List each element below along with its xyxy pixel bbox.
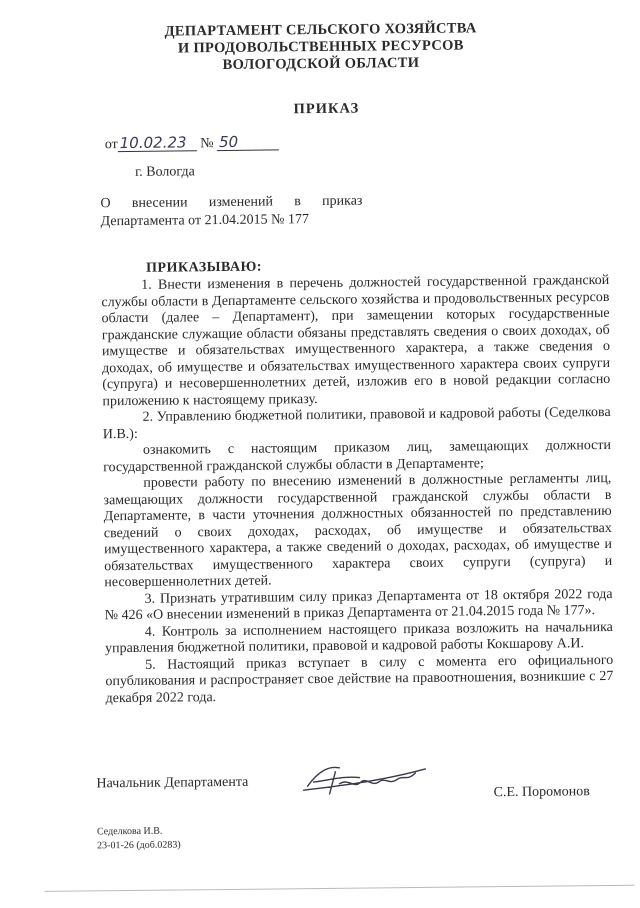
signatory-name: С.Е. Поромонов [493, 784, 590, 801]
paragraph-2-item-1: ознакомить с настоящим приказом лиц, замещающих должности государственной гражданской службы области в Департаменте; [103, 437, 612, 475]
date-prefix: от [104, 137, 118, 153]
order-number-line [105, 133, 279, 153]
executor-phone: 23-01-26 (доб.0283) [97, 839, 181, 852]
paragraph-5: 5. Настоящий приказ вступает в силу с момента его официального опубликования и распространяет свое действие на правоотношения, возникшие с 27 декабря 2022 года. [105, 652, 614, 706]
order-word: ПРИКАЗЫВАЮ: [146, 259, 263, 276]
header-line-2: И ПРОДОВОЛЬСТВЕННЫХ РЕСУРСОВ [177, 37, 464, 57]
order-body [101, 273, 613, 707]
handwritten-signature [299, 759, 429, 800]
executor-name: Седелкова И.В. [96, 825, 163, 838]
paragraph-1: 1. Внести изменения в перечень должностей государственной гражданской службы области в Департаменте сельского хозяйства и продовольственных ресурсов области (далее – Департамент), при замещении которых государственные гражданские служащие области обязаны представлять сведения о своих доходах, об имуществе и обязательствах имущественного характера, а также сведения о доходах, об имуществе и обязательствах имущественного характера своих супруги (супруга) и несовершеннолетних детей, изложив его в новой редакции согласно приложению к настоящему приказу. [101, 272, 611, 409]
paragraph-2: 2. Управлению бюджетной политики, правовой и кадровой работы (Седелкова И.В.): [102, 404, 611, 442]
organization-header [156, 20, 487, 74]
paragraph-3: 3. Признать утратившим силу приказ Департамента от 18 октября 2022 года № 426 «О внесении изменений в приказ Департамента от 21.04.2015 года № 177». [104, 586, 613, 624]
handwritten-number: 50 [217, 133, 279, 151]
paragraph-2-item-2: провести работу по внесению изменений в должностные регламенты лиц, замещающих должности государственной гражданской службы области в Департаменте, в части уточнения должностных обязанностей по представлению сведений о своих доходах, расходах, об имуществе и обязательствах имущественного характера, а также сведений о доходах, расходах, об имуществе и обязательствах имущественного характера своих супруги (супруга) и несовершеннолетних детей. [103, 470, 613, 591]
paragraph-4: 4. Контроль за исполнением настоящего приказа возложить на начальника управления бюджетной политики, правовой и кадровой работы Кокшарову А.И. [104, 619, 613, 657]
signatory-position: Начальник Департамента [96, 774, 249, 792]
document-title: ПРИКАЗ [293, 100, 360, 118]
handwritten-date: 10.02.23 [118, 134, 197, 152]
header-line-3: ВОЛОГОДСКОЙ ОБЛАСТИ [222, 54, 420, 73]
bottom-rule [45, 885, 635, 892]
header-line-1: ДЕПАРТАМЕНТ СЕЛЬСКОГО ХОЗЯЙСТВА [164, 20, 477, 40]
subject: О внесении изменений в приказ Департамента от 21.04.2015 № 177 [100, 193, 363, 230]
number-label: № [200, 136, 214, 152]
city: г. Вологда [135, 164, 195, 180]
executor-info [97, 824, 181, 853]
